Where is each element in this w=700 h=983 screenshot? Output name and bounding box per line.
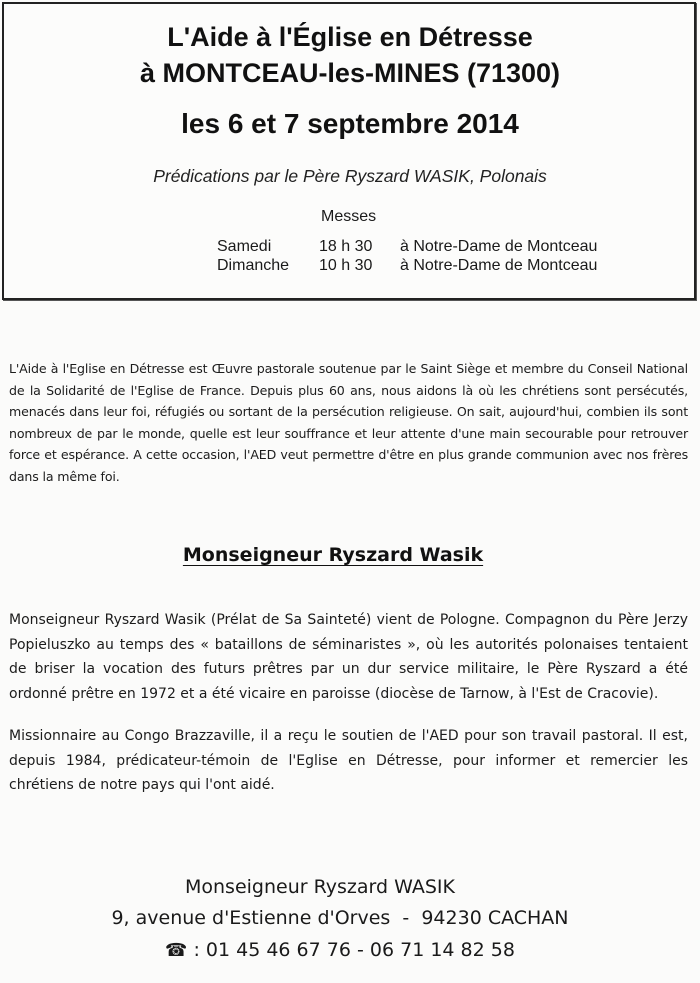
mass-time: 18 h 30 (319, 238, 373, 255)
mass-place: à Notre-Dame de Montceau (400, 257, 598, 274)
contact-name: Monseigneur Ryszard WASIK (185, 876, 455, 898)
mass-place: à Notre-Dame de Montceau (400, 238, 598, 255)
title-line-1: L'Aide à l'Église en Détresse (167, 22, 533, 52)
messes-label: Messes (321, 208, 377, 225)
biography-paragraph: Monseigneur Ryszard Wasik (Prélat de Sa Sainteté) vient de Pologne. Compagnon du Père Jerzy Popieluszko au temps des « bataillons de séminaristes », où les autorités polonaises tentaient de briser la vocation des futurs prêtres par un dur service militaire, le Père Ryszard a été ordonné prêtre en 1972 et a été vicaire en paroisse (diocèse de Tarnow, à l'Est de Cracovie). (9, 612, 688, 702)
telephone-icon: ☎ (165, 940, 188, 961)
phone-numbers: : 01 45 46 67 76 - 06 71 14 82 58 (193, 939, 515, 961)
subtitle: Prédications par le Père Ryszard WASIK, Polonais (153, 166, 547, 186)
contact-address: 9, avenue d'Estienne d'Orves - 94230 CACHAN (111, 907, 569, 929)
mass-day: Dimanche (217, 257, 290, 274)
title-line-2: à MONTCEAU-les-MINES (71300) (139, 58, 561, 88)
event-dates: les 6 et 7 septembre 2014 (181, 108, 519, 139)
mission-paragraph: Missionnaire au Congo Brazzaville, il a reçu le soutien de l'AED pour son travail pastoral. Il est, depuis 1984, prédicateur-témoin de l'Eglise en Détresse, pour informer et remercier les chrétiens de notre pays qui l'ont aidé. (9, 728, 688, 793)
intro-paragraph: L'Aide à l'Eglise en Détresse est Œuvre pastorale soutenue par le Saint Siège et membre du Conseil National de la Solidarité de l'Eglise de France. Depuis plus 60 ans, nous aidons là où les chrétiens sont persécutés, menacés dans leur foi, réfugiés ou sortant de la persécution religieuse. On sait, aujourd'hui, combien ils sont nombreux de par le monde, quelle est leur souffrance et leur attente d'une main secourable pour retrouver force et espérance. A cette occasion, l'AED veut permettre d'être en plus grande communion avec nos frères dans la même foi. (9, 361, 688, 484)
mass-day: Samedi (217, 238, 272, 255)
mass-time: 10 h 30 (319, 257, 373, 274)
contact-phone (0, 939, 690, 961)
section-heading: Monseigneur Ryszard Wasik (182, 544, 484, 566)
